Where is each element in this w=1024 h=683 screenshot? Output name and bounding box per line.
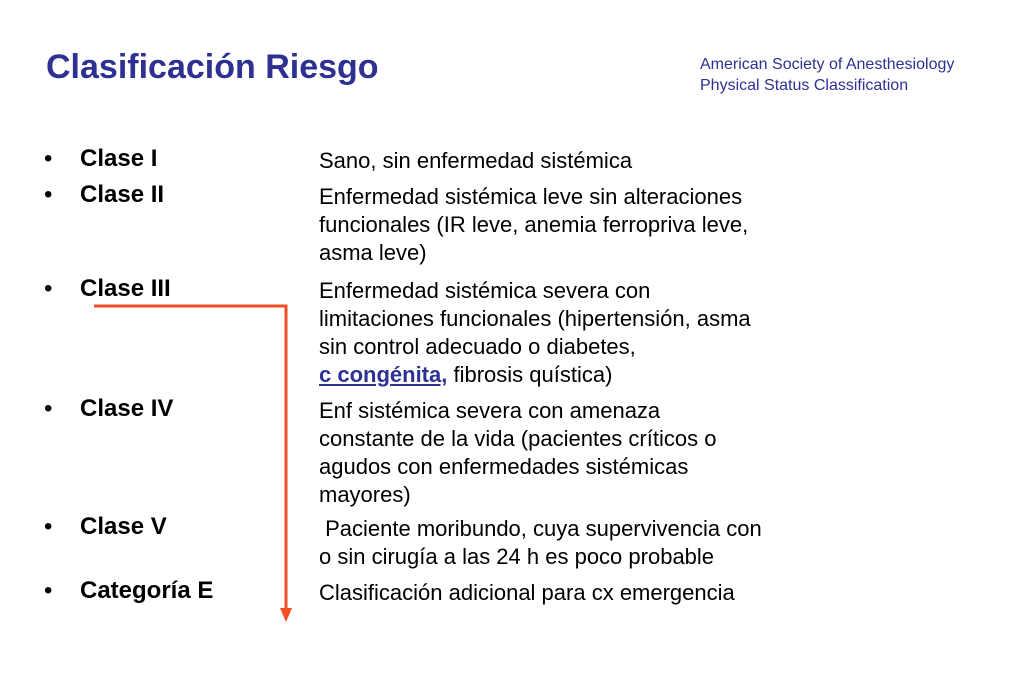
item-description	[319, 397, 879, 509]
item-label: Clase V	[80, 513, 167, 540]
description-line: o sin cirugía a las 24 h es poco probable	[319, 544, 715, 569]
description-suffix: fibrosis quística)	[447, 362, 613, 387]
subtitle-line: American Society of Anesthesiology	[700, 56, 955, 73]
description-line: Paciente moribundo, cuya supervivencia con	[319, 516, 762, 541]
description-line: Enfermedad sistémica severa con	[319, 278, 651, 303]
bullet-icon: •	[44, 577, 53, 604]
page-title: Clasificación Riesgo	[46, 48, 379, 86]
description-line: Enfermedad sistémica leve sin alteraciones	[319, 184, 743, 209]
subtitle-line: Physical Status Classification	[700, 77, 909, 94]
item-label: Clase II	[80, 181, 165, 208]
bullet-icon: •	[44, 275, 53, 302]
item-label: Clase I	[80, 145, 158, 172]
description-line: limitaciones funcionales (hipertensión, asma	[319, 306, 751, 331]
description-line: Clasificación adicional para cx emergencia	[319, 580, 735, 605]
congenita-link[interactable]: c congénita,	[319, 362, 448, 387]
item-label: Clase IV	[80, 395, 174, 422]
item-label: Clase III	[80, 275, 171, 302]
item-description	[319, 579, 879, 607]
item-description	[319, 183, 879, 267]
description-line: sin control adecuado o diabetes,	[319, 334, 636, 359]
item-description	[319, 515, 879, 571]
description-line: Sano, sin enfermedad sistémica	[319, 148, 633, 173]
description-line: funcionales (IR leve, anemia ferropriva leve,	[319, 212, 749, 237]
description-line: agudos con enfermedades sistémicas	[319, 454, 689, 479]
description-line: asma leve)	[319, 240, 427, 265]
description-line: mayores)	[319, 482, 411, 507]
bullet-icon: •	[44, 513, 53, 540]
item-label: Categoría E	[80, 577, 214, 604]
bullet-icon: •	[44, 181, 53, 208]
description-line	[319, 361, 879, 389]
item-description	[319, 147, 879, 175]
bullet-icon: •	[44, 395, 53, 422]
item-description	[319, 277, 879, 389]
bullet-icon: •	[44, 145, 53, 172]
description-line: Enf sistémica severa con amenaza	[319, 398, 661, 423]
description-line: constante de la vida (pacientes críticos o	[319, 426, 717, 451]
